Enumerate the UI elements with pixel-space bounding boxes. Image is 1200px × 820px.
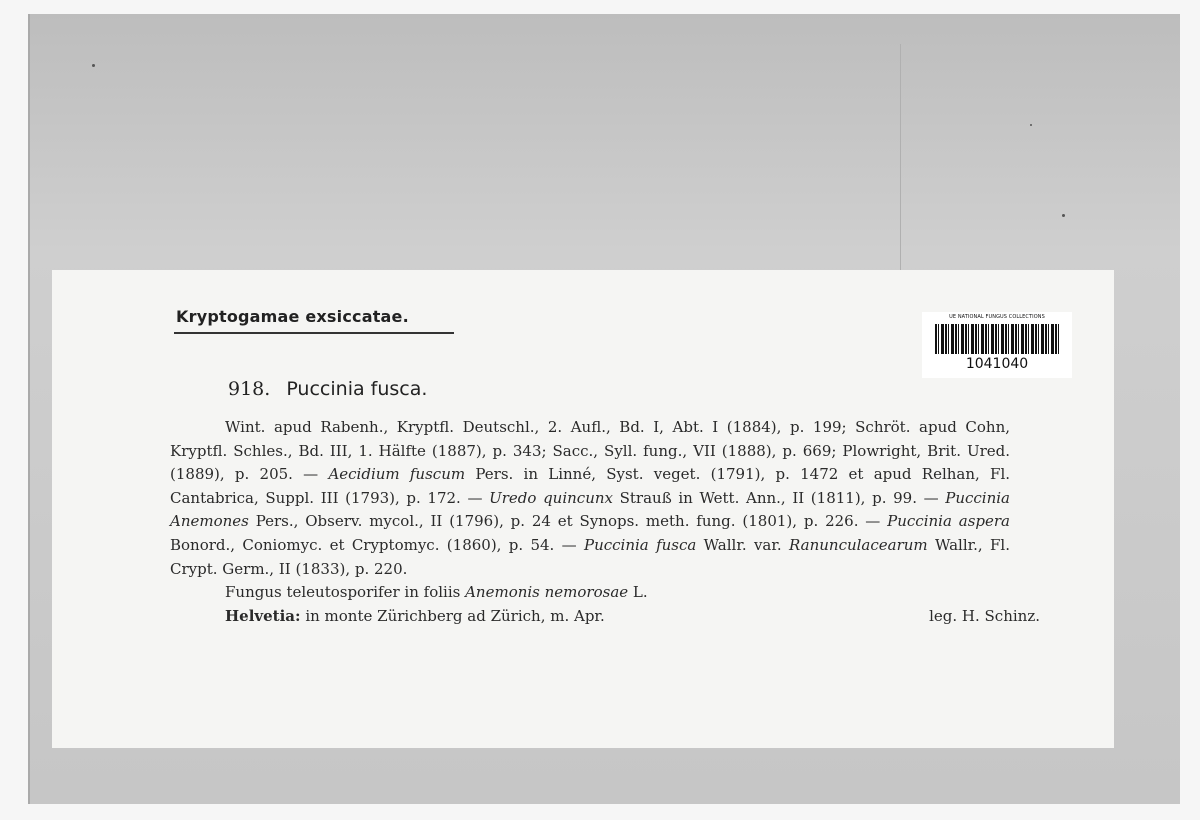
reference-synonym: Puccinia Anemones: [170, 488, 1010, 531]
barcode-icon: [935, 324, 1059, 354]
reference-synonym: Ranunculacearum: [789, 535, 928, 554]
reference-segment: Strauß in Wett. Ann., II (1811), p. 99. —: [612, 488, 946, 507]
paper-speck: [92, 64, 95, 67]
series-underline: [174, 332, 454, 334]
species-name: Puccinia fusca.: [286, 378, 428, 400]
barcode-number: 1041040: [965, 356, 1029, 372]
host-prefix: Fungus teleutosporifer in foliis: [225, 583, 466, 602]
barcode-title: UE NATIONAL FUNGUS COLLECTIONS: [949, 314, 1045, 320]
label-body: [170, 416, 1040, 628]
reference-segment: Wallr., Fl. Crypt. Germ., II (1833), p. 220.: [170, 535, 1010, 578]
reference-synonym: Aecidium fuscum: [328, 465, 466, 484]
reference-synonym: Uredo quincunx: [489, 488, 613, 507]
locality-line: [170, 605, 1040, 629]
locality: [225, 605, 605, 629]
reference-synonym: Puccinia fusca: [584, 535, 697, 554]
collector: leg. H. Schinz.: [929, 606, 1040, 625]
host-line: [170, 581, 1010, 605]
paper-speck: [1030, 124, 1032, 126]
exsiccata-number: 918.: [228, 378, 271, 400]
reference-segment: Bonord., Coniomyc. et Cryptomyc. (1860), p. 54. —: [170, 535, 584, 554]
reference-synonym: Puccinia aspera: [887, 512, 1010, 531]
reference-segment: Wallr. var.: [696, 535, 789, 554]
barcode-sticker: [922, 312, 1072, 378]
country: Helvetia:: [225, 606, 301, 625]
specimen-label: [52, 270, 1114, 748]
series-title: Kryptogamae exsiccatae.: [176, 307, 409, 326]
locality-text: in monte Zürichberg ad Zürich, m. Apr.: [300, 606, 605, 625]
references: [170, 416, 1010, 581]
host-suffix: L.: [628, 583, 648, 602]
species-heading: [228, 378, 427, 400]
reference-segment: Pers. in Linné, Syst. veget. (1791), p. 1472 et apud Relhan, Fl. Cantabrica, Suppl. III (1793), p. 172. —: [170, 465, 1011, 507]
paper-speck: [1062, 214, 1065, 217]
host-name: Anemonis nemorosae: [465, 583, 629, 602]
reference-segment: Wint. apud Rabenh., Kryptfl. Deutschl., 2. Aufl., Bd. I, Abt. I (1884), p. 199; Schröt. apud Cohn, Kryptfl. Schles., Bd. III, 1. Hälfte (1887), p. 343; Sacc., Syll. fung., VII (1888), p. 669; Plowright, Brit. Ured. (1889), p. 205. —: [170, 418, 1010, 484]
envelope-fold: [900, 44, 901, 284]
reference-segment: Pers., Observ. mycol., II (1796), p. 24 et Synops. meth. fung. (1801), p. 226. —: [248, 512, 888, 531]
